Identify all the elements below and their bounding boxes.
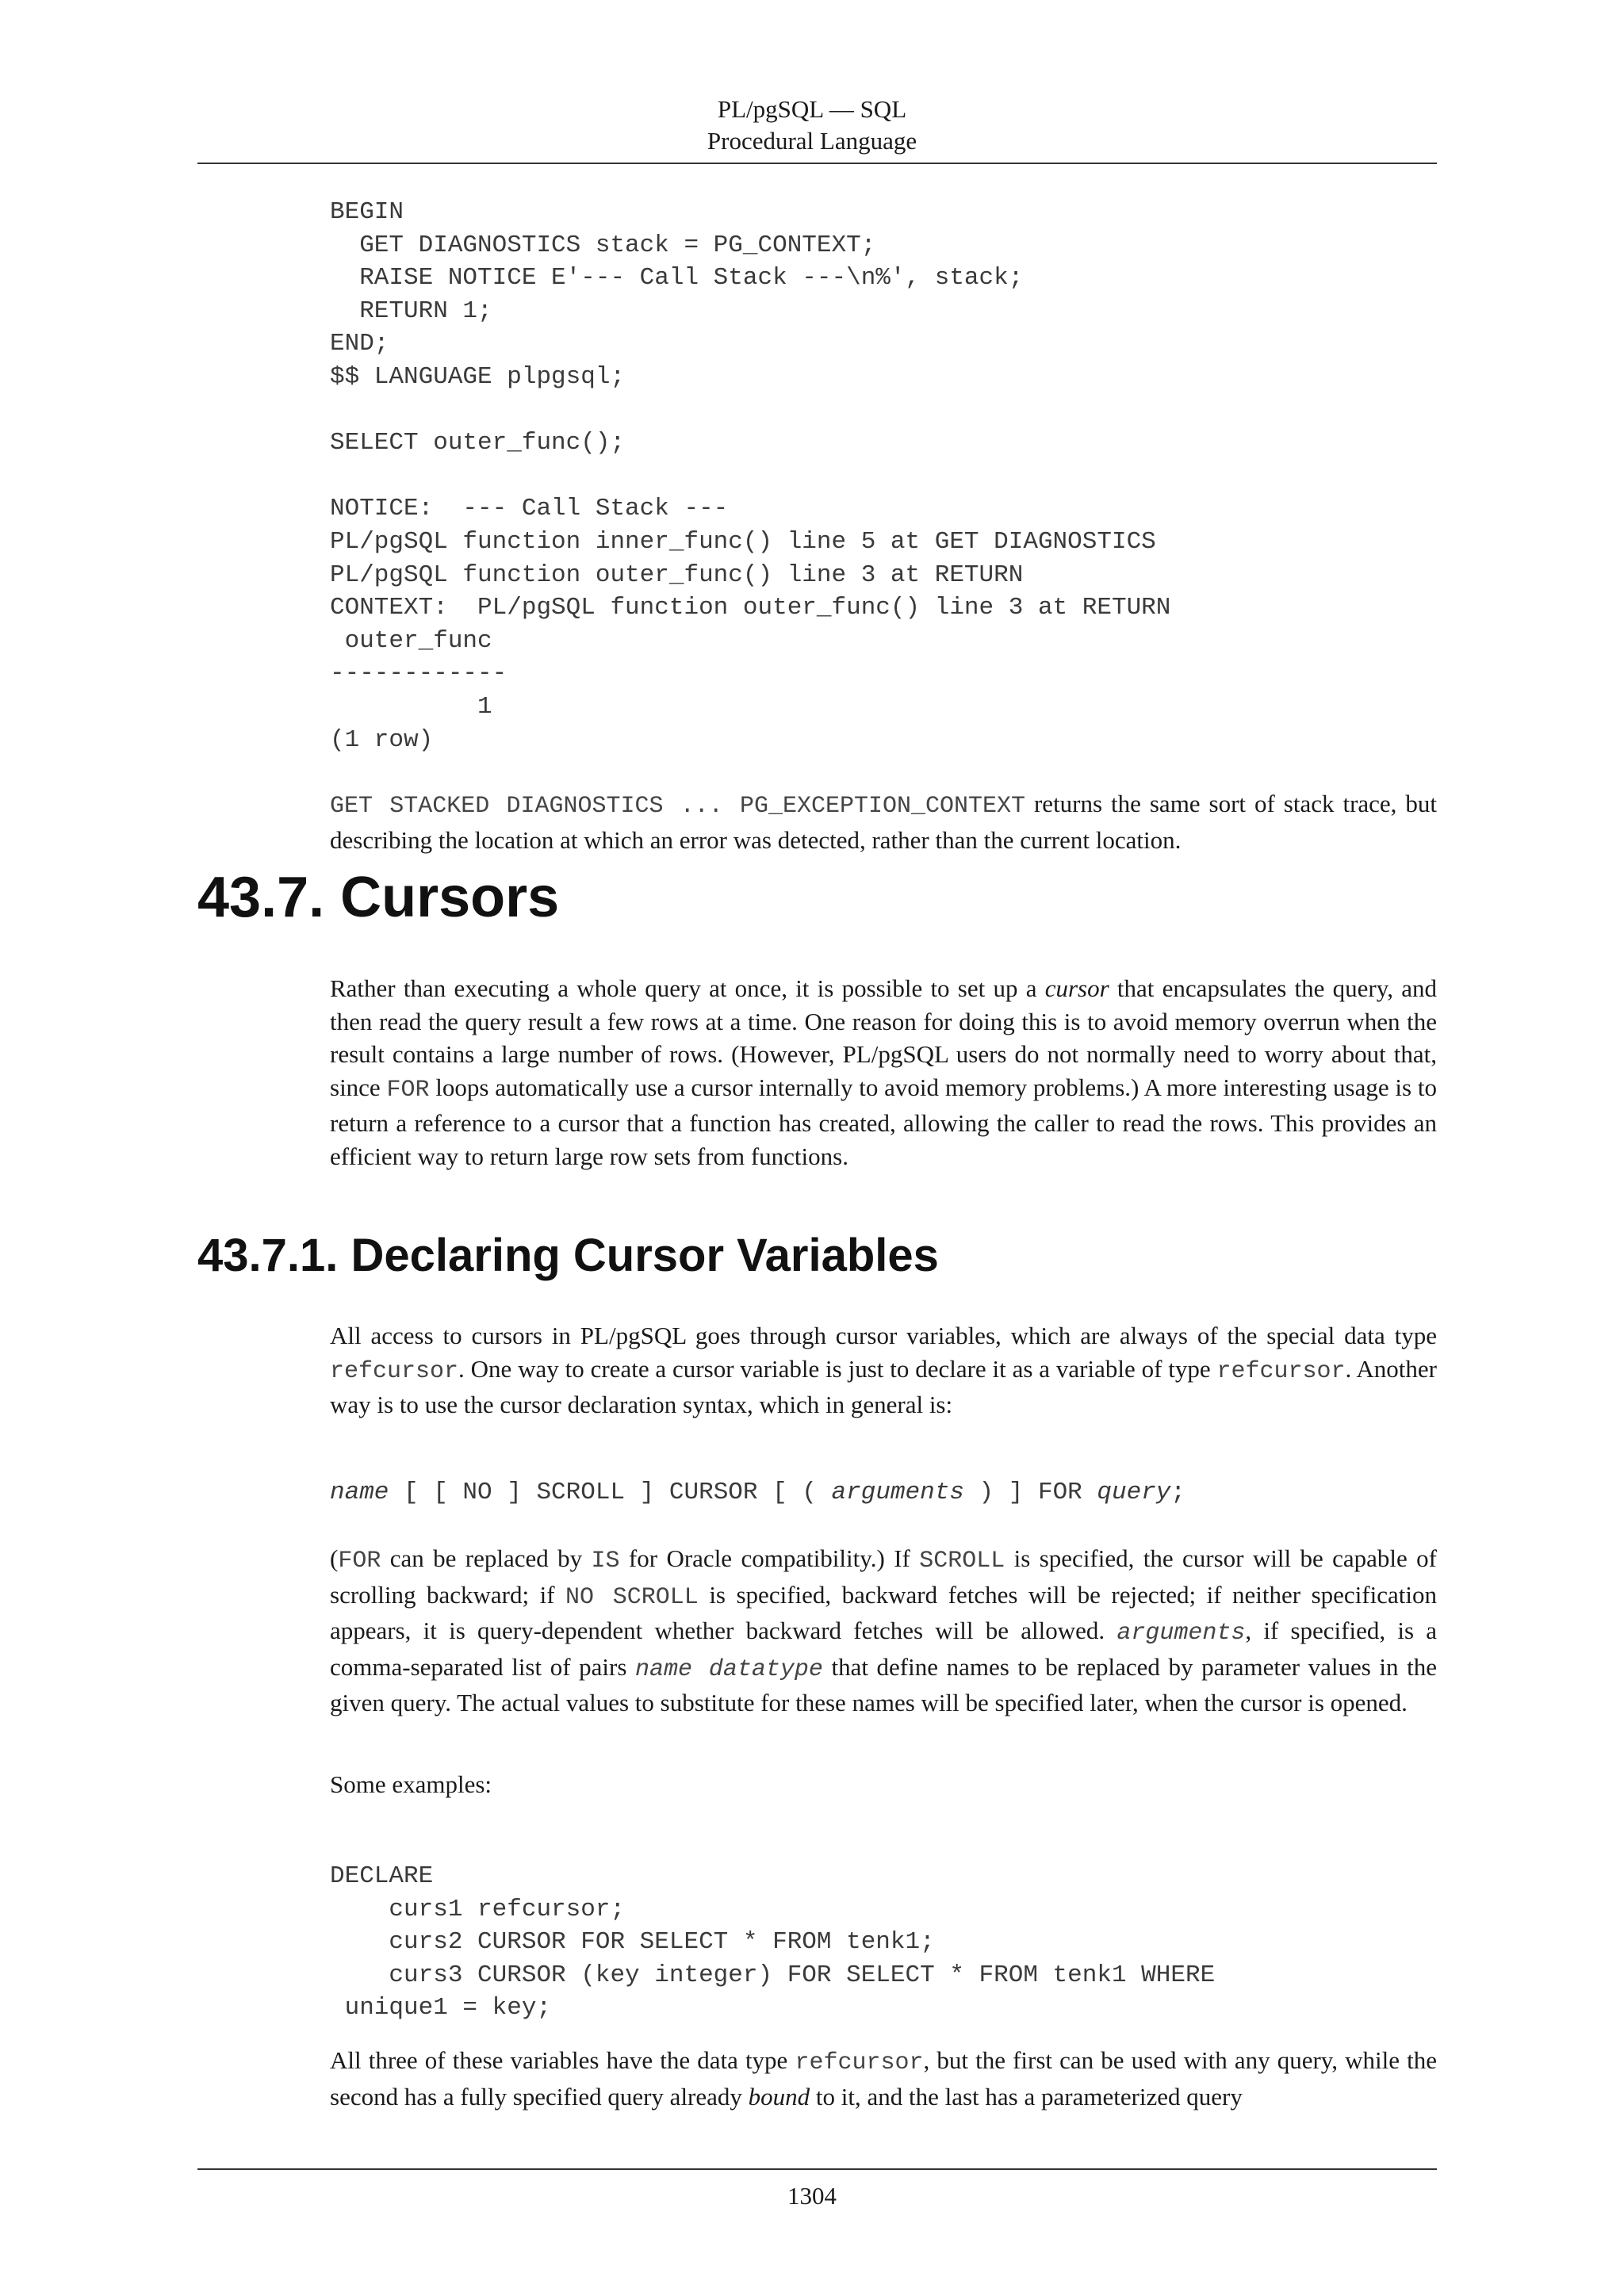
paragraph-some-examples: Some examples: — [330, 1770, 492, 1798]
paragraph-scroll-options: (FOR can be replaced by IS for Oracle compatibility.) If SCROLL is specified, the cursor will be capable of scrolling backward; if NO SCROLL is specified, backward fetches will be rejected; if neither specification appears, it is query-dependent whether backward fetches will be allowed. arguments, if specified, is a comma-separated list of pairs name datatype that define names to be replaced by parameter values in the given query. The actual values to substitute for these names will be specified later, when the cursor is opened. — [330, 1544, 1437, 1717]
inline-code: GET STACKED DIAGNOSTICS ... PG_EXCEPTION_CONTEXT — [330, 793, 1026, 820]
page-number: 1304 — [787, 2182, 837, 2210]
footer-rule — [197, 2168, 1437, 2170]
code-listing-declare-examples: DECLARE curs1 refcursor; curs2 CURSOR FOR SELECT * FROM tenk1; curs3 CURSOR (key integer) FOR SELECT * FROM tenk1 WHERE unique1 = key; — [330, 1862, 1216, 2022]
emphasis-bound: bound — [748, 2082, 810, 2110]
running-header — [0, 94, 1624, 157]
header-rule — [197, 163, 1437, 164]
inline-code: NO SCROLL — [565, 1583, 699, 1611]
inline-code: refcursor — [795, 2049, 924, 2076]
inline-code: SCROLL — [919, 1548, 1005, 1575]
cursor-declaration-synopsis: name [ [ NO ] SCROLL ] CURSOR [ ( arguments ) ] FOR query; — [330, 1479, 1186, 1506]
inline-code-italic: arguments — [1116, 1620, 1246, 1647]
paragraph-cursors-intro: Rather than executing a whole query at once, it is possible to set up a cursor that encapsulates the query, and then read the query result a few rows at a time. One reason for doing this is to avoid memory overrun when the result contains a large number of rows. (However, PL/pgSQL users do not normally need to worry about that, since FOR loops automatically use a cursor internally to avoid memory problems.) A more interesting usage is to return a reference to a cursor that a function has created, allowing the caller to read the rows. This provides an efficient way to return large row sets from functions. — [330, 974, 1437, 1170]
header-title-line1: PL/pgSQL — SQL — [717, 95, 907, 123]
inline-code: refcursor — [1216, 1357, 1346, 1385]
paragraph-cursor-variables: All access to cursors in PL/pgSQL goes through cursor variables, which are always of the special data type refcursor. One way to create a cursor variable is just to declare it as a variable of type refcursor. Another way is to use the cursor declaration syntax, which in general is: — [330, 1322, 1437, 1419]
inline-code: IS — [591, 1548, 620, 1575]
inline-code-italic: name datatype — [634, 1655, 823, 1683]
section-heading: 43.7. Cursors — [197, 866, 560, 929]
subsection-heading: 43.7.1. Declaring Cursor Variables — [197, 1230, 939, 1281]
inline-code: FOR — [386, 1076, 430, 1104]
emphasis-cursor: cursor — [1044, 974, 1109, 1002]
paragraph-stacked-diagnostics: GET STACKED DIAGNOSTICS ... PG_EXCEPTION_CONTEXT returns the same sort of stack trace, but describing the location at which an error was detected, rather than the current location. — [330, 790, 1438, 854]
paragraph-refcursor-types: All three of these variables have the data type refcursor, but the first can be used with any query, while the second has a fully specified query already bound to it, and the last has a parameterized query — [330, 2046, 1437, 2110]
code-listing-call-stack: BEGIN GET DIAGNOSTICS stack = PG_CONTEXT; RAISE NOTICE E'--- Call Stack ---\n%', stack; RETURN 1; END; $$ LANGUAGE plpgsql; SELECT outer_func(); NOTICE: --- Call Stack --- PL/pgSQL function inner_func() line 5 at GET DIAGNOSTICS PL/pgSQL function outer_func() line 3 at RETURN CONTEXT: PL/pgSQL function outer_func() line 3 at RETURN outer_func ------------ 1 (1 row) — [330, 198, 1171, 754]
inline-code: refcursor — [330, 1357, 459, 1385]
inline-code: FOR — [338, 1548, 381, 1575]
header-title-line2: Procedural Language — [707, 127, 917, 155]
